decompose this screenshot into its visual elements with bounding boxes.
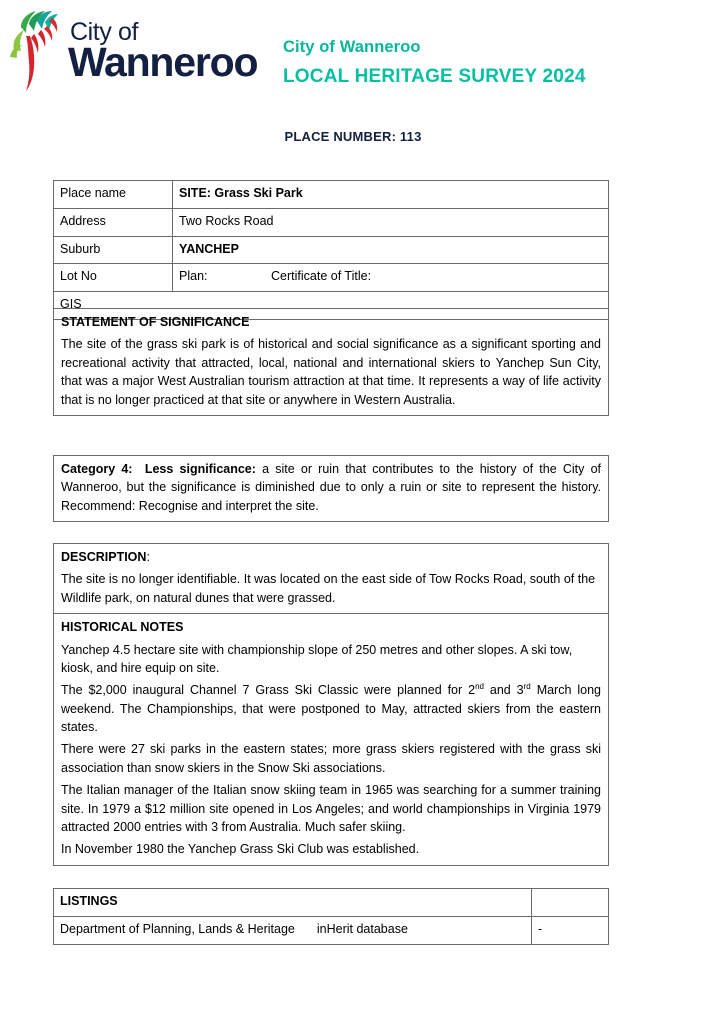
suburb-value: YANCHEP <box>173 236 609 264</box>
historical-notes-paragraph <box>61 681 601 736</box>
logo-text-wanneroo: Wanneroo <box>68 39 258 86</box>
category-block <box>53 455 609 522</box>
category-body: a site or ruin that contributes to the history of the City of Wanneroo, but the significance is diminished due to only a ruin or site to represent the history. Recommend: Recognise and interpret the site. <box>61 462 601 513</box>
historical-notes-cell <box>54 613 608 865</box>
header-title-survey: LOCAL HERITAGE SURVEY 2024 <box>283 66 586 87</box>
listing-value: - <box>532 916 609 944</box>
description-body: The site is no longer identifiable. It was located on the east side of Tow Rocks Road, south of the Wildlife park, on natural dunes that were grassed. <box>61 572 596 605</box>
hn-p2-sup1: nd <box>475 682 484 692</box>
historical-notes-paragraph: The Italian manager of the Italian snow skiing team in 1965 was searching for a summer training site. In 1979 a $12 million site opened in Los Angeles; and world championships in Virginia 1979 attracted 2000 entries with 3 from Australia. Much safer skiing. <box>61 783 601 834</box>
lot-no-label: Lot No <box>54 264 173 292</box>
statement-of-significance-block <box>53 308 609 416</box>
place-name-label: Place name <box>54 181 173 209</box>
description-heading-text: DESCRIPTION <box>61 550 147 564</box>
table-row <box>54 889 609 917</box>
description-heading-colon: : <box>146 550 150 564</box>
plan-label: Plan: <box>179 269 208 284</box>
statement-of-significance-body: The site of the grass ski park is of historical and social significance as a significant sporting and recreational activity that attracted, local, national and international skiers to Yanchep Sun City, that was a major West Australian tourism attraction at that time. It represents a way of life activity that is no longer practiced at that site or anywhere in Western Australia. <box>61 337 601 407</box>
table-row <box>54 264 609 292</box>
category-sublabel: Less significance: <box>144 462 256 476</box>
page-header <box>0 0 706 144</box>
description-historical-block <box>53 543 609 866</box>
description-cell <box>54 544 608 613</box>
listing-source: Department of Planning, Lands & Heritage <box>60 921 295 936</box>
listings-table <box>53 888 609 945</box>
listing-database: inHerit database <box>316 921 408 936</box>
historical-notes-paragraph: Yanchep 4.5 hectare site with championship slope of 250 metres and other slopes. A ski tow, kiosk, and hire equip on site. <box>61 642 573 675</box>
table-row <box>54 916 609 944</box>
historical-notes-paragraph: There were 27 ski parks in the eastern states; more grass skiers registered with the grass ski association than snow skiers in the Snow Ski associations. <box>61 742 601 775</box>
historical-notes-paragraph: In November 1980 the Yanchep Grass Ski Club was established. <box>61 842 420 857</box>
hn-p2-post: March long weekend. The Championships, that were postponed to May, attracted skiers from the eastern states. <box>61 683 601 734</box>
category-cell <box>54 456 608 521</box>
wanneroo-grasstree-logo-icon <box>8 10 66 92</box>
listings-heading: LISTINGS <box>54 889 532 917</box>
city-of-wanneroo-logo <box>8 8 258 94</box>
historical-notes-heading: HISTORICAL NOTES <box>61 620 184 635</box>
address-value: Two Rocks Road <box>173 208 609 236</box>
table-row <box>54 181 609 209</box>
place-name-value: SITE: Grass Ski Park <box>173 181 609 209</box>
address-label: Address <box>54 208 173 236</box>
lot-no-value <box>173 264 609 292</box>
logo-text-city-of: City of <box>70 17 139 46</box>
table-row <box>54 236 609 264</box>
gis-label: GIS <box>54 292 609 320</box>
header-title-city: City of Wanneroo <box>283 38 421 56</box>
description-heading <box>61 548 601 566</box>
hn-p2-sup2: rd <box>523 682 531 692</box>
statement-of-significance-cell <box>54 309 608 415</box>
hn-p2-mid: and 3 <box>483 683 524 698</box>
category-label: Category 4: <box>61 462 133 476</box>
listings-heading-right <box>532 889 609 917</box>
place-number: PLACE NUMBER: 113 <box>284 129 422 144</box>
place-details-table <box>53 180 609 320</box>
table-row <box>54 208 609 236</box>
header-titles <box>283 38 586 88</box>
listing-source-cell <box>54 916 532 944</box>
hn-p2-pre: The $2,000 inaugural Channel 7 Grass Ski Classic were planned for 2 <box>61 683 476 698</box>
suburb-label: Suburb <box>54 236 173 264</box>
statement-of-significance-heading: STATEMENT OF SIGNIFICANCE <box>61 315 250 329</box>
certificate-of-title-label: Certificate of Title: <box>271 269 372 284</box>
